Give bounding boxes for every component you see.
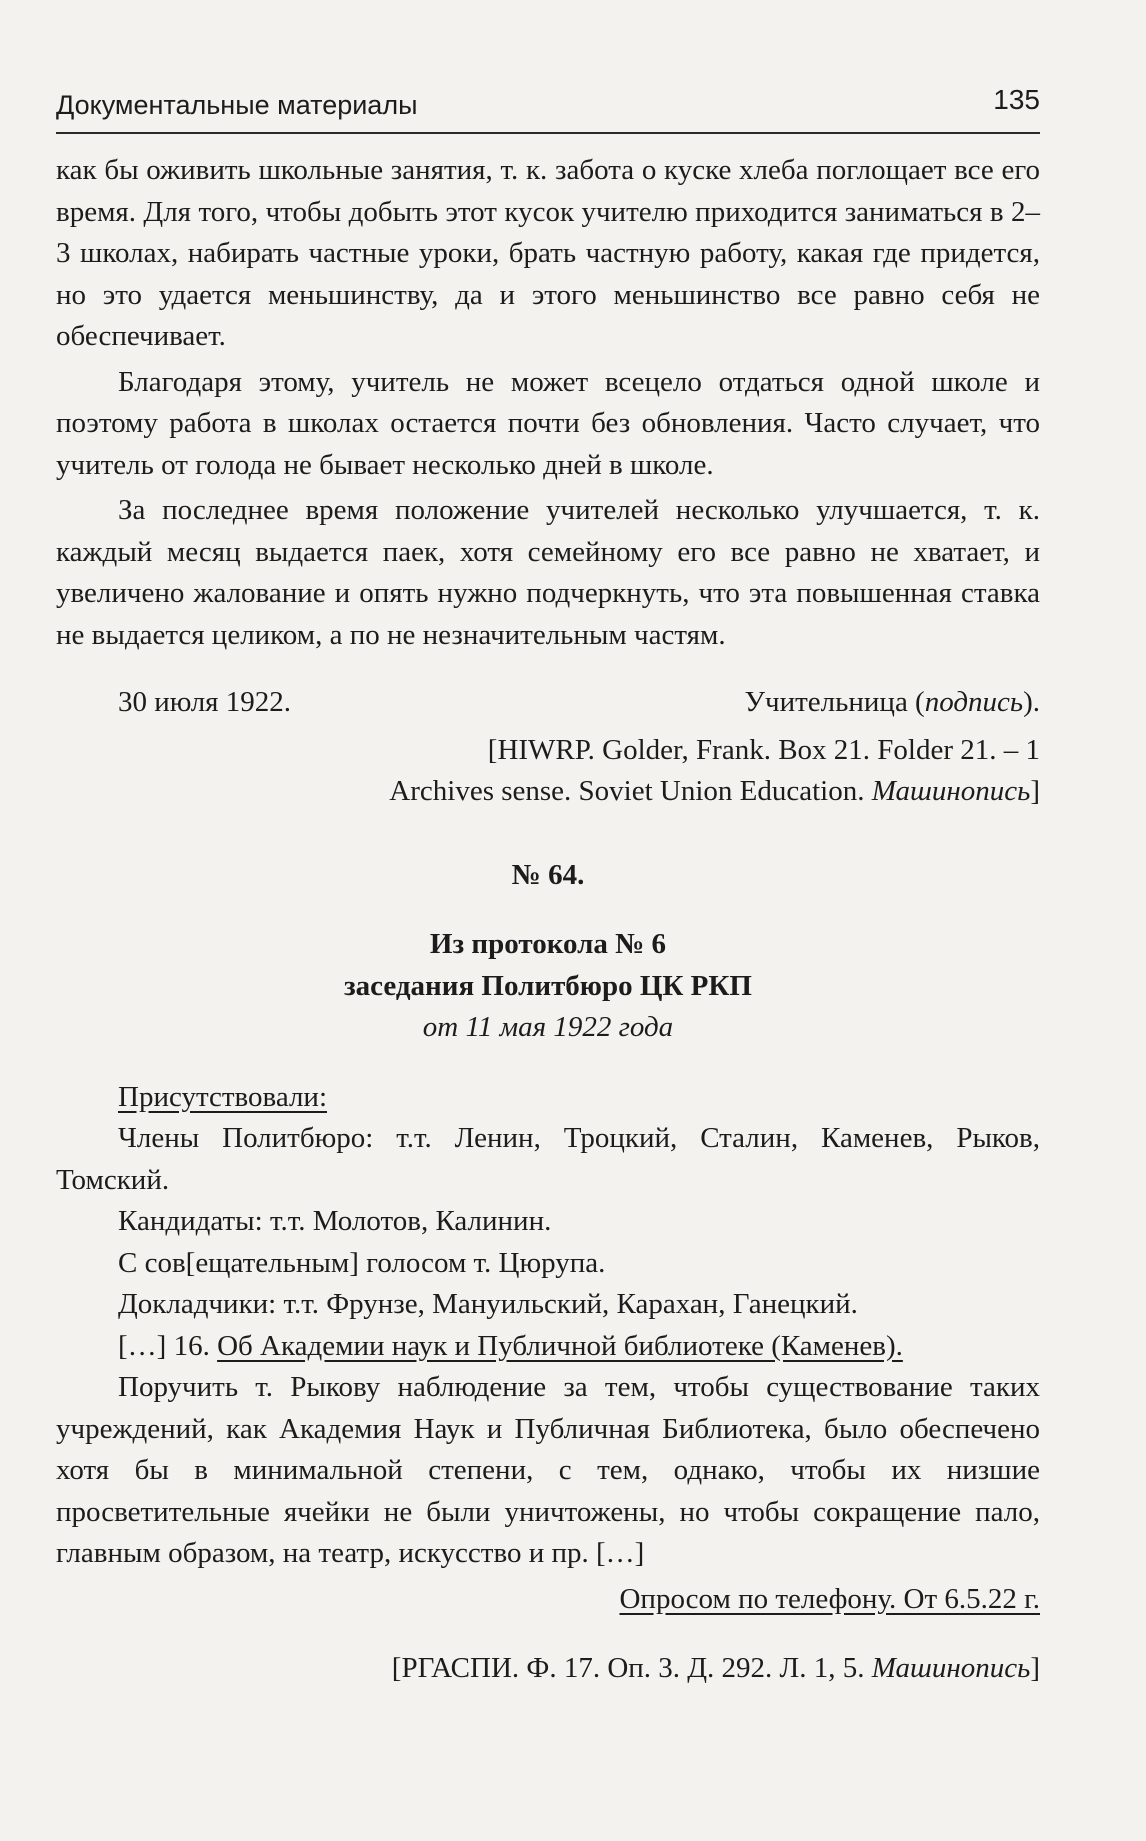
letter-signature [683, 682, 1041, 724]
letter-paragraph-1: как бы оживить школьные занятия, т. к. забота о куске хлеба поглощает все его время. Для того, чтобы добыть этот кусок учителю приходится заниматься в 2–3 школах, набирать частные уроки, брать частную работу, какая где придется, но это удается меньшинству, да и этого меньшинство все равно себя не обеспечивает. [56, 154, 1040, 352]
resolution-text: Поручить т. Рыкову наблюдение за тем, чтобы существование таких учреждений, как Академия Наук и Публичная Библиотека, было обеспечено хотя бы в минимальной степени, с тем, однако, чтобы их низшие просветительные ячейки не были уничтожены, но чтобы сокращение пало, главным образом, на театр, искусство и пр. […] [56, 1371, 1040, 1569]
archive-ref-type: Машинопись [871, 1652, 1031, 1684]
poll-note-line [56, 1579, 1040, 1621]
source-close: ] [1030, 775, 1040, 807]
agenda-item-title: Об Академии наук и Публичной библиотеке (Каменев). [217, 1329, 903, 1362]
present-label-line [56, 1077, 1040, 1119]
page-body [56, 150, 1040, 1690]
candidates-line: Кандидаты: т.т. Молотов, Калинин. [118, 1205, 552, 1237]
archive-ref-text: [РГАСПИ. Ф. 17. Оп. 3. Д. 292. Л. 1, 5. [391, 1652, 872, 1684]
document-date: от 11 мая 1922 года [422, 1011, 674, 1043]
signer-close: ). [1023, 686, 1040, 718]
agenda-item [56, 1326, 1040, 1368]
source-type: Машинопись [871, 775, 1031, 807]
archive-reference [56, 1648, 1040, 1690]
page-number: 135 [993, 84, 1040, 115]
letter-source-line-1: [HIWRP. Golder, Frank. Box 21. Folder 21. – 1 [487, 733, 1040, 766]
members-line: Члены Политбюро: т.т. Ленин, Троцкий, Сталин, Каменев, Рыков, Томский. [56, 1122, 1040, 1196]
archive-ref-close: ] [1030, 1652, 1040, 1684]
letter-paragraph-2: Благодаря этому, учитель не может всецело отдаться одной школе и поэтому работа в школах остается почти без обновления. Часто случает, что учитель от голода не бывает несколько дней в школе. [56, 365, 1040, 481]
poll-note: Опросом по телефону. От 6.5.22 г. [619, 1582, 1040, 1615]
signer-note: подпись [924, 686, 1024, 718]
agenda-item-number: […] 16. [118, 1329, 218, 1362]
letter-paragraph-3: За последнее время положение учителей несколько улучшается, т. к. каждый месяц выдается паек, хотя семейному его все равно не хватает, и увеличено жалование и опять нужно подчеркнуть, что эта повышенная ставка не выдается целиком, а по не незначительным частям. [56, 494, 1040, 651]
present-label: Присутствовали: [118, 1080, 328, 1113]
letter-dateline [56, 682, 1040, 724]
letter-date: 30 июля 1922. [118, 686, 292, 718]
document-title-line-2: заседания Политбюро ЦК РКП [344, 969, 752, 1002]
running-header [56, 84, 1040, 134]
advisory-line: С сов[ещательным] голосом т. Цюрупа. [118, 1246, 606, 1279]
source-text: Archives sense. Soviet Union Education. [389, 775, 872, 807]
document-number: № 64. [511, 858, 585, 891]
letter-source-line-2 [56, 771, 1040, 813]
signer-label: Учительница ( [744, 686, 925, 718]
speakers-line: Докладчики: т.т. Фрунзе, Мануильский, Карахан, Ганецкий. [118, 1288, 858, 1320]
running-title: Документальные материалы [56, 90, 418, 120]
document-title-line-1: Из протокола № 6 [429, 928, 667, 960]
